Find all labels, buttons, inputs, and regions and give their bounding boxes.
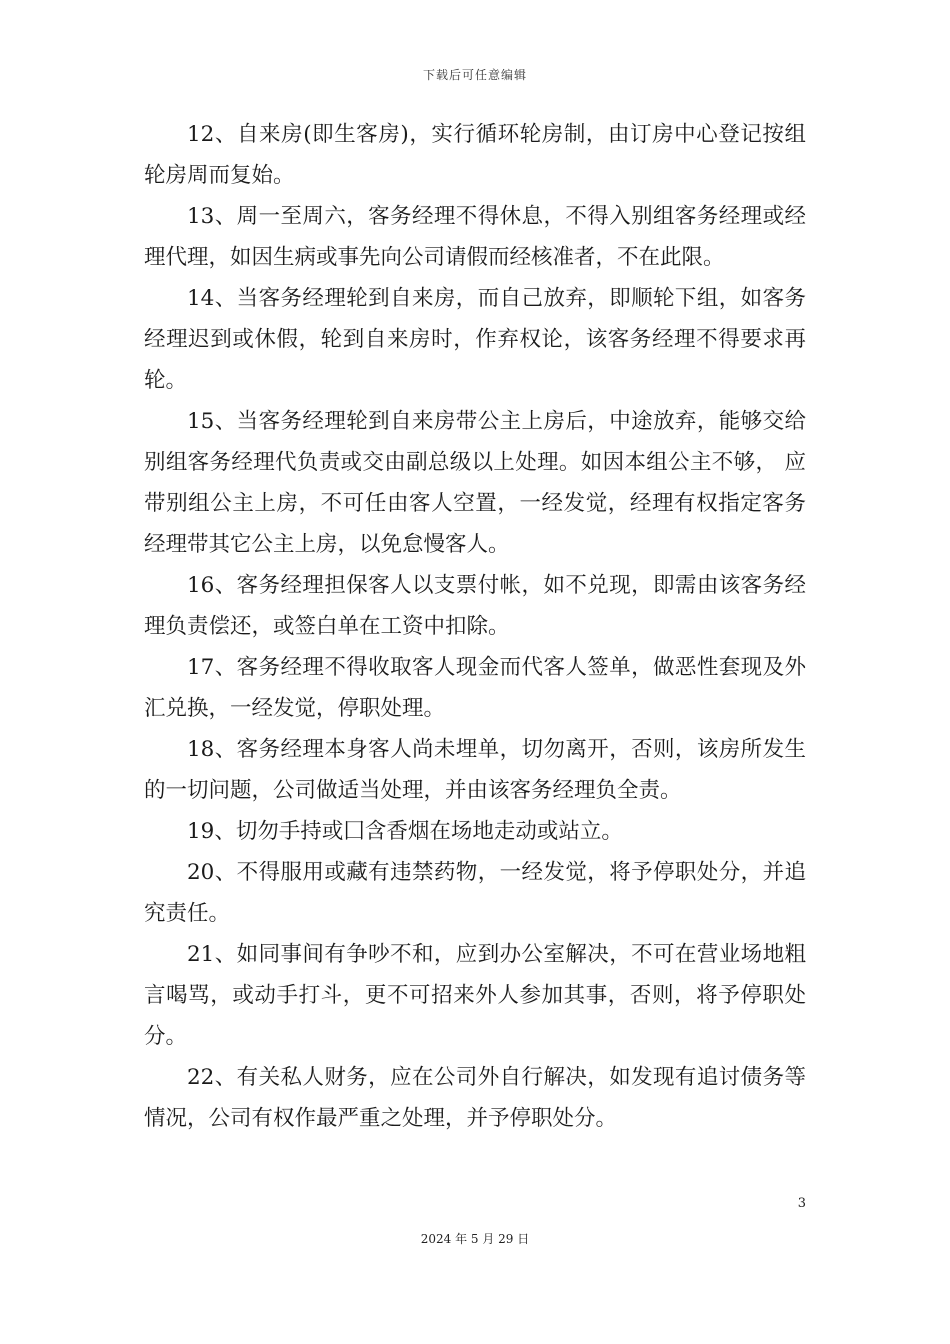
- document-body: [144, 114, 806, 1139]
- page-number: 3: [797, 1196, 806, 1211]
- paragraph-22: 22、有关私人财务，应在公司外自行解决，如发现有追讨债务等情况，公司有权作最严重之处理，并予停职处分。: [144, 1065, 806, 1131]
- paragraph-12: 12、自来房(即生客房)，实行循环轮房制，由订房中心登记按组轮房周而复始。: [144, 122, 806, 188]
- paragraph-21: 21、如同事间有争吵不和，应到办公室解决，不可在营业场地粗言喝骂，或动手打斗，更不可招来外人参加其事，否则，将予停职处分。: [144, 942, 806, 1049]
- paragraph-19: 19、切勿手持或囗含香烟在场地走动或站立。: [187, 819, 623, 844]
- paragraph-15: 15、当客务经理轮到自来房带公主上房后，中途放弃，能够交给别组客务经理代负责或交由副总级以上处理。如因本组公主不够， 应带别组公主上房，不可任由客人空置，一经发觉，经理有权指定客务经理带其它公主上房，以免怠慢客人。: [144, 409, 806, 557]
- page-header: 下载后可任意编辑: [422, 68, 527, 82]
- paragraph-18: 18、客务经理本身客人尚未埋单，切勿离开，否则，该房所发生的一切问题，公司做适当处理，并由该客务经理负全责。: [144, 737, 806, 803]
- paragraph-16: 16、客务经理担保客人以支票付帐，如不兑现，即需由该客务经理负责偿还，或签白单在工资中扣除。: [144, 573, 806, 639]
- paragraph-20: 20、不得服用或藏有违禁药物，一经发觉，将予停职处分，并追究责任。: [144, 860, 806, 926]
- page-footer-date: 2024 年 5 月 29 日: [420, 1232, 530, 1246]
- paragraph-13: 13、周一至周六，客务经理不得休息，不得入别组客务经理或经理代理，如因生病或事先向公司请假而经核准者，不在此限。: [144, 204, 806, 270]
- paragraph-14: 14、当客务经理轮到自来房，而自己放弃，即顺轮下组，如客务经理迟到或休假，轮到自来房时，作弃权论，该客务经理不得要求再轮。: [144, 286, 806, 393]
- paragraph-17: 17、客务经理不得收取客人现金而代客人签单，做恶性套现及外汇兑换，一经发觉，停职处理。: [144, 655, 806, 721]
